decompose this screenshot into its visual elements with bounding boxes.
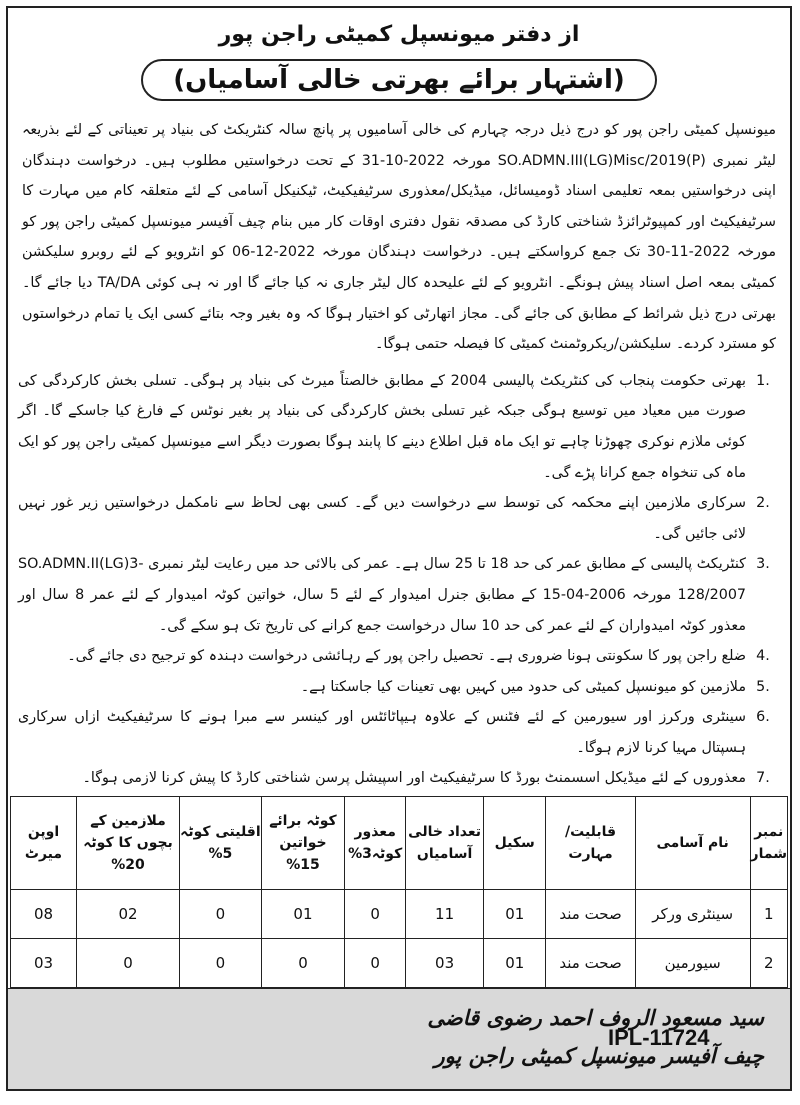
header-women-quota: کوٹہ برائے خواتین 15%: [261, 797, 345, 890]
condition-text: بھرتی حکومت پنجاب کی کنٹریکٹ پالیسی 2004 کے مطابق خالصتاً میرٹ کی بنیاد پر ہوگی۔ تسلی بخش کارکردگی کی صورت میں معیاد میں توسیع ہوگی جبکہ غیر تسلی بخش کارکردگی کی بنیاد پر بغیر نوٹس کے فارغ کیا جاسکے گا۔ اگر کوئی ملازم نوکری چھوڑنا چاہے تو ایک ماہ قبل اطلاع دینے کا پابند ہوگا بصورت دیگر اسے میونسپل کمیٹی راجن پور کو ایک ماہ کی تنخواہ جمع کرانا پڑے گی۔: [18, 372, 746, 481]
footer-band: [8, 988, 790, 1089]
signatory-name: سید مسعود الروف احمد رضوی قاضی: [427, 1006, 764, 1030]
cell-scale: 01: [484, 939, 546, 988]
intro-paragraph: میونسپل کمیٹی راجن پور کو درج ذیل درجہ چہارم کی خالی آسامیوں پر پانچ سالہ کنٹریکٹ کی بنیاد پر تعیناتی کے لئے بذریعہ لیٹر نمبری SO.ADMN.III(LG)Misc/2019(P) مورخہ 2022-10-31 کے تحت درخواستیں مطلوب ہیں۔ درخواست دہندگان اپنی درخواستیں بمعہ تعلیمی اسناد ڈومیسائل، میڈیکل/معذوری سرٹیفیکیٹ، ٹیکنیکل آسامی کے لئے متعلقہ کام میں مہارت کا سرٹیفیکیٹ اور کمپیوٹرائزڈ شناختی کارڈ کی مصدقہ نقول دفتری اوقات کار میں بنام چیف آفیسر میونسپل کمیٹی راجن پور کو مورخہ 2022-11-30 تک جمع کرواسکتے ہیں۔ درخواست دہندگان مورخہ 2022-12-06 کو انٹرویو کے لئے روبرو سلیکشن کمیٹی بمعہ اصل اسناد پیش ہونگے۔ انٹرویو کے لئے علیحدہ کال لیٹر جاری نہ کیا جائے گا اور نہ ہی کوئی TA/DA دیا جائے گا۔ بھرتی درج ذیل شرائط کے مطابق کی جائے گی۔ مجاز اتھارٹی کو اختیار ہوگا کہ وہ بغیر وجہ بتائے کسی ایک یا تمام درخواستوں کو مسترد کردے۔ سلیکشن/ریکروٹمنٹ کمیٹی کا فیصلہ حتمی ہوگا۔: [22, 122, 776, 353]
header-qualification: قابلیت/مہارت: [546, 797, 636, 890]
table-header-row: [11, 797, 788, 890]
cell-women-quota: 01: [261, 890, 345, 939]
table-row: [11, 939, 788, 988]
condition-number: 6.: [756, 709, 770, 726]
cell-disabled-quota: 0: [345, 890, 406, 939]
cell-open-merit: 03: [11, 939, 77, 988]
header-open-merit: اوپن میرٹ: [11, 797, 77, 890]
cell-disabled-quota: 0: [345, 939, 406, 988]
condition-item: [18, 702, 780, 763]
cell-total-vacancies: 11: [406, 890, 484, 939]
cell-employees-children-quota: 02: [76, 890, 179, 939]
conditions-list: [18, 366, 780, 794]
table-row: [11, 890, 788, 939]
cell-minority-quota: 0: [180, 939, 262, 988]
header-total-vacancies: تعداد خالی آسامیاں: [406, 797, 484, 890]
condition-text: معذوروں کے لئے میڈیکل اسسمنٹ بورڈ کا سرٹیفیکیٹ اور اسپیشل پرسن شناختی کارڈ کا پیش کرنا لازمی ہوگا۔: [82, 770, 746, 787]
condition-text: سرکاری ملازمین اپنے محکمہ کی توسط سے درخواست دیں گے۔ کسی بھی لحاظ سے نامکمل درخواستیں زیر غور نہیں لائی جائیں گی۔: [18, 495, 746, 542]
condition-text: ضلع راجن پور کا سکونتی ہونا ضروری ہے۔ تحصیل راجن پور کے رہائشی درخواست دہندہ کو ترجیح دی جائے گی۔: [67, 648, 746, 665]
ipl-number: IPL-11724: [608, 1025, 710, 1050]
cell-qualification: صحت مند: [546, 939, 636, 988]
condition-number: 2.: [756, 495, 770, 512]
advertisement-page: [6, 6, 792, 1091]
condition-number: 4.: [756, 648, 770, 665]
condition-text: سینٹری ورکرز اور سیورمین کے لئے فٹنس کے علاوہ ہیپاٹائٹس اور کینسر سے مبرا ہونے کا سرٹیفیکیٹ ازاں سرکاری ہسپتال مہیا کرنا لازم ہوگا۔: [18, 709, 746, 756]
condition-number: 5.: [756, 678, 770, 695]
cell-open-merit: 08: [11, 890, 77, 939]
condition-number: 7.: [756, 770, 770, 787]
condition-item: [18, 366, 780, 488]
header-disabled-quota: معذور کوٹہ3%: [345, 797, 406, 890]
cell-post-name: سیورمین: [635, 939, 750, 988]
header-scale: سکیل: [484, 797, 546, 890]
cell-qualification: صحت مند: [546, 890, 636, 939]
condition-item: [18, 672, 780, 703]
condition-item: [18, 763, 780, 794]
cell-serial-no: 1: [750, 890, 787, 939]
cell-employees-children-quota: 0: [76, 939, 179, 988]
condition-number: 3.: [756, 556, 770, 573]
condition-text: کنٹریکٹ پالیسی کے مطابق عمر کی حد 18 تا 25 سال ہے۔ عمر کی بالائی حد میں رعایت لیٹر نمبری SO.ADMN.II(LG)3-128/2007 مورخہ 2006-04-15 کے مطابق جنرل امیدوار کے لئے 5 سال، خواتین کوٹہ امیدوار کے لئے عمر 8 سال اور معذور کوٹہ امیدواران کے لئے عمر کی حد 10 سال درخواست جمع کرانے کی تاریخ تک ہو سکے گی۔: [18, 556, 747, 634]
signatory-title: چیف آفیسر میونسپل کمیٹی راجن پور: [434, 1044, 764, 1068]
header-post-name: نام آسامی: [635, 797, 750, 890]
condition-number: 1.: [756, 372, 770, 389]
condition-text: ملازمین کو میونسپل کمیٹی کی حدود میں کہیں بھی تعینات کیا جاسکتا ہے۔: [300, 678, 746, 695]
cell-scale: 01: [484, 890, 546, 939]
cell-post-name: سینٹری ورکر: [635, 890, 750, 939]
cell-women-quota: 0: [261, 939, 345, 988]
cell-minority-quota: 0: [180, 890, 262, 939]
office-heading: از دفتر میونسپل کمیٹی راجن پور: [218, 22, 580, 47]
advertisement-title: (اشتہار برائے بھرتی خالی آسامیاں): [141, 59, 657, 101]
condition-item: [18, 641, 780, 672]
header-employees-children-quota: ملازمین کے بچوں کا کوٹہ 20%: [76, 797, 179, 890]
header-serial-no: نمبر شمار: [750, 797, 787, 890]
header-minority-quota: اقلیتی کوٹہ 5%: [180, 797, 262, 890]
signature-block: [427, 999, 764, 1075]
condition-item: [18, 488, 780, 549]
cell-total-vacancies: 03: [406, 939, 484, 988]
cell-serial-no: 2: [750, 939, 787, 988]
vacancies-table: [10, 796, 788, 988]
condition-item: [18, 549, 780, 641]
